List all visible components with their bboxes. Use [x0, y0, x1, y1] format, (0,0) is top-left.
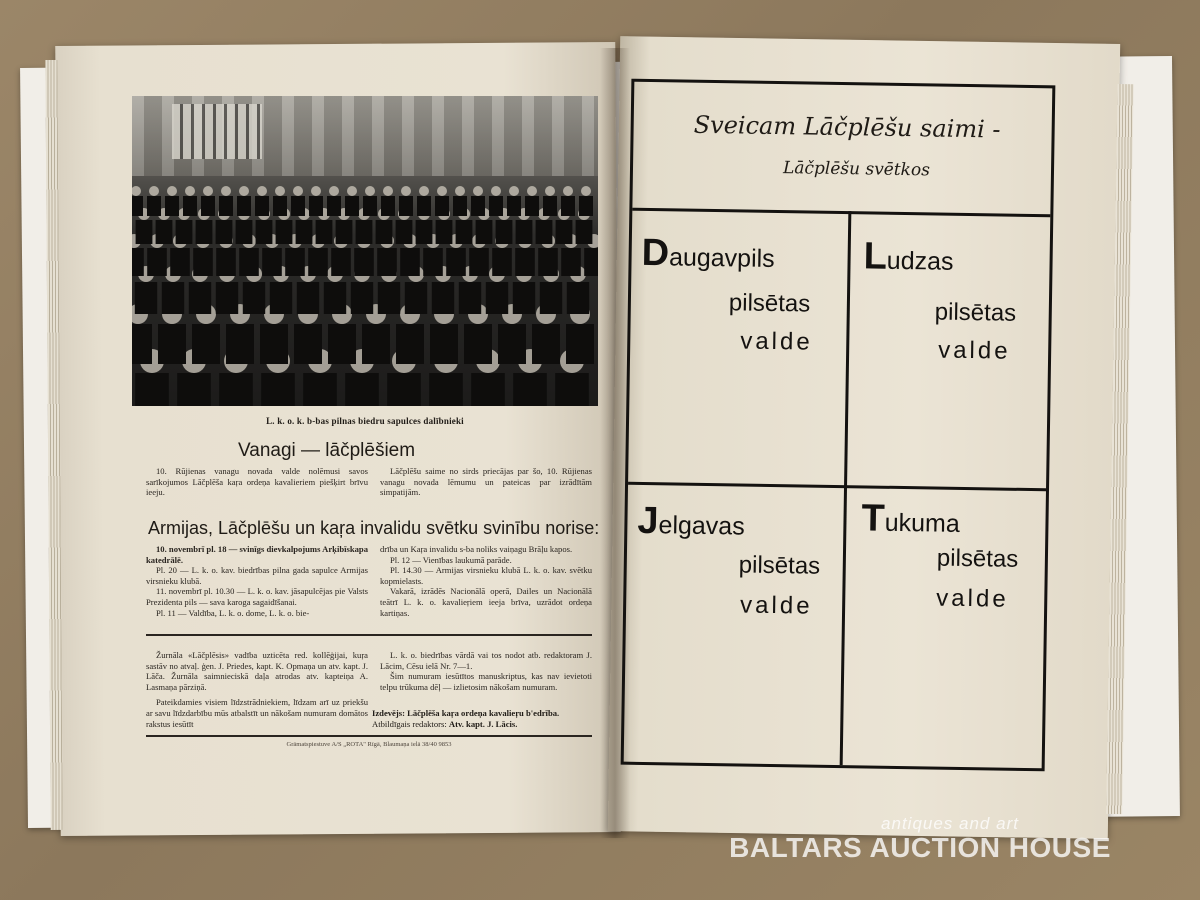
crowd-figure-body	[331, 248, 351, 276]
watermark-tagline: antiques and art	[881, 814, 1019, 833]
cell-name	[861, 497, 960, 542]
crowd-figure-body	[216, 248, 236, 276]
crowd-figure-body	[576, 220, 593, 244]
crowd-figure-head	[581, 186, 591, 196]
crowd-figure-head	[293, 186, 303, 196]
crowd-figure-body	[416, 220, 433, 244]
crowd-figure-body	[162, 282, 184, 314]
crowd-figure-body	[285, 248, 305, 276]
crowd-figure-body	[336, 220, 353, 244]
cell-line-2: pilsētas	[728, 289, 811, 318]
crowd-figure-body	[362, 324, 390, 364]
greeting-frame	[621, 79, 1056, 772]
crowd-figure-head	[185, 186, 195, 196]
crowd-figure-body	[459, 282, 481, 314]
crowd-figure-head	[203, 186, 213, 196]
article-vanagi-col1	[146, 466, 368, 498]
crowd-figure-head	[132, 186, 141, 196]
crowd-figure-body	[453, 196, 467, 216]
crowd-figure-body	[498, 324, 526, 364]
crowd-figure-body	[423, 248, 443, 276]
crowd-figure-body	[396, 220, 413, 244]
crowd-figure-body	[189, 282, 211, 314]
paragraph: Žurnāla «Lāčplēsis» vadība uzticēta red. kollēģijai, kuŗa sastāv no atvaļ. ģen. J. Priedes, kapt. K. Opmaņa un atv. kapt. J. Lāča. Žurnāla saimnieciskā daļa atrodas atv. kapteiņa A. Lasmaņa pārziņā.	[146, 650, 368, 692]
crowd-figure-body	[476, 220, 493, 244]
crowd-figure-body	[309, 196, 323, 216]
crowd-figure-body	[555, 373, 589, 406]
crowd-figure-head	[221, 186, 231, 196]
crowd-figure-body	[177, 373, 211, 406]
crowd-figure-body	[237, 196, 251, 216]
crowd-figure-body	[132, 196, 143, 216]
crowd-figure-body	[532, 324, 560, 364]
crowd-figure-body	[516, 220, 533, 244]
crowd-figure-head	[275, 186, 285, 196]
crowd-figure-head	[491, 186, 501, 196]
crowd-figure-body	[432, 282, 454, 314]
greeting-line-2: Lāčplēšu svētkos	[782, 158, 931, 181]
crowd-figure-body	[324, 282, 346, 314]
paragraph: Pateikdamies visiem līdzstrādniekiem, līdzam arī uz priekšu ar savu līdzdarbību mūs atbalstīt un nākošam numuram domātos rakstus iesūtīt	[146, 697, 368, 729]
watermark-brand: BALTARS AUCTION HOUSE	[729, 832, 1111, 863]
crowd-figure-body	[378, 282, 400, 314]
crowd-figure-body	[561, 248, 581, 276]
cell-line-2: pilsētas	[936, 544, 1019, 573]
name-rest: udzas	[886, 246, 954, 276]
crowd-figure-body	[536, 220, 553, 244]
paragraph: 10. novembrī pl. 18 — svinīgs dievkalpojums Arķibīskapa katedrālē.	[146, 544, 368, 565]
publisher-label: Izdevējs:	[372, 708, 405, 718]
crowd-figure-body	[566, 324, 594, 364]
crowd-figure-head	[473, 186, 483, 196]
crowd-figure-body	[256, 220, 273, 244]
crowd-figure-body	[363, 196, 377, 216]
crowd-figure-body	[496, 220, 513, 244]
crowd-figure-body	[327, 196, 341, 216]
article-title-program: Armijas, Lāčplēšu un kaŗa invalidu svētku svinību norise:	[148, 518, 600, 538]
crowd-figure-body	[377, 248, 397, 276]
crowd-figure-body	[464, 324, 492, 364]
crowd-figure-body	[270, 282, 292, 314]
crowd-figure-body	[492, 248, 512, 276]
paragraph: Pl. 14.30 — Armijas virsnieku klubā L. k. o. kav. svētku kopmielasts.	[380, 565, 592, 586]
crowd-figure-body	[165, 196, 179, 216]
group-photo	[132, 96, 598, 406]
crowd-figure-body	[456, 220, 473, 244]
crowd-figure-body	[201, 196, 215, 216]
crowd-figure-body	[399, 196, 413, 216]
crowd-figure-body	[471, 373, 505, 406]
crowd-figure-body	[515, 248, 535, 276]
crowd-figure-head	[383, 186, 393, 196]
crowd-figure-body	[436, 220, 453, 244]
crowd-figure-head	[239, 186, 249, 196]
crowd-figure-body	[387, 373, 421, 406]
name-rest: augavpils	[668, 243, 775, 273]
photo-caption: L. k. o. k. b-bas pilnas biedru sapulces dalībnieki	[266, 416, 464, 426]
paragraph: Pl. 11 — Valdība, L. k. o. dome, L. k. o. bie-	[156, 607, 310, 618]
crowd-figure-body	[507, 196, 521, 216]
crowd-figure-body	[176, 220, 193, 244]
crowd-figure-body	[158, 324, 186, 364]
crowd-figure-body	[446, 248, 466, 276]
grid-horizontal-line	[628, 482, 1046, 492]
paragraph: Pl. 20 — L. k. o. kav. biedrības pilna gada sapulce Armijas virsnieku klubā.	[146, 565, 368, 586]
crowd-figure-body	[579, 196, 593, 216]
crowd-figure-body	[260, 324, 288, 364]
crowd-figure-body	[297, 282, 319, 314]
crowd-figure-head	[365, 186, 375, 196]
initial: D	[641, 231, 670, 275]
editor-name: Atv. kapt. J. Lācis.	[448, 719, 518, 729]
crowd-figure-body	[262, 248, 282, 276]
printer-line: Grāmatspiestuve A/S „ROTA" Rīgā, Blaumaņa ielā 38/40 9853	[286, 741, 452, 748]
divider	[146, 634, 592, 636]
crowd-figure-body	[273, 196, 287, 216]
crowd-figure-body	[525, 196, 539, 216]
crowd-figure-head	[509, 186, 519, 196]
crowd-figure-body	[135, 282, 157, 314]
initial: J	[637, 499, 659, 543]
divider	[146, 735, 592, 737]
cell-name	[641, 232, 775, 277]
crowd-figure-body	[513, 373, 547, 406]
crowd-figure-body	[584, 248, 598, 276]
crowd-figure-body	[308, 248, 328, 276]
name-rest: elgavas	[658, 511, 745, 541]
crowd-figure-body	[219, 196, 233, 216]
paragraph: Šim numuram iesūtītos manuskriptus, kas nav ievietoti telpu trūkuma dēļ — izlietosim nākošam numuram.	[380, 671, 592, 692]
crowd-figure-body	[276, 220, 293, 244]
paragraph: drība un Kaŗa invalidu s-ba noliks vaiņagu Brāļu kapos.	[380, 544, 573, 554]
crowd-figure-body	[136, 220, 153, 244]
crowd-figure-head	[437, 186, 447, 196]
crowd-figure-body	[417, 196, 431, 216]
crowd-figure-body	[132, 324, 152, 364]
crowd-figure-body	[243, 282, 265, 314]
crowd-figure-head	[419, 186, 429, 196]
crowd-figure-head	[347, 186, 357, 196]
cell-line-3: valde	[739, 591, 813, 620]
crowd-figure-body	[354, 248, 374, 276]
paragraph: 10. Rūjienas vanagu novada valde nolēmusi savos sarīkojumos Lāčplēša kaŗa ordeņa kavalieriem piešķirt brīvu ieeju.	[146, 466, 368, 498]
crowd-figure-body	[540, 282, 562, 314]
crowd-figure-body	[216, 220, 233, 244]
article-vanagi-col2	[380, 466, 592, 498]
crowd-figure-body	[216, 282, 238, 314]
initial: T	[861, 497, 886, 540]
crowd-figure-body	[219, 373, 253, 406]
crowd-figure-body	[296, 220, 313, 244]
paragraph: Lāčplēšu saime no sirds priecājas par šo, 10. Rūjienas vanagu novada lēmumu un pateicas par izrādītām simpatijām.	[380, 466, 592, 498]
cell-line-2: pilsētas	[738, 551, 821, 580]
crowd-figure-body	[345, 196, 359, 216]
crowd-illustration	[132, 96, 598, 406]
publisher-block	[372, 708, 592, 730]
crowd-figure-body	[405, 282, 427, 314]
crowd-figure-body	[561, 196, 575, 216]
cell-line-3: valde	[740, 327, 813, 356]
notice-col2	[380, 650, 592, 692]
crowd-figure-head	[401, 186, 411, 196]
crowd-figure-body	[328, 324, 356, 364]
crowd-figure-body	[486, 282, 508, 314]
crowd-figure-body	[255, 196, 269, 216]
publisher-name: Lāčplēša kaŗa ordeņa kavalieŗu b'edrība.	[407, 708, 560, 718]
crowd-figure-body	[193, 248, 213, 276]
crowd-figure-head	[563, 186, 573, 196]
name-rest: ukuma	[884, 508, 960, 538]
cell-name	[863, 235, 954, 279]
paragraph: Vakarā, izrādēs Nacionālā operā, Dailes un Nacionālā teātrī L. k. o. kavalieŗiem ieeja brīva, uzrādot ordeņa kartiņas.	[380, 586, 592, 618]
crowd-figure-body	[489, 196, 503, 216]
crowd-figure-body	[381, 196, 395, 216]
crowd-figure-body	[435, 196, 449, 216]
crowd-figure-head	[167, 186, 177, 196]
crowd-figure-body	[147, 196, 161, 216]
crowd-figure-head	[149, 186, 159, 196]
crowd-figure-body	[236, 220, 253, 244]
crowd-figure-body	[303, 373, 337, 406]
notice-col1	[146, 650, 368, 729]
crowd-figure-body	[196, 220, 213, 244]
crowd-figure-body	[469, 248, 489, 276]
crowd-figure-head	[455, 186, 465, 196]
article-title-vanagi: Vanagi — lāčplēšiem	[238, 440, 416, 461]
crowd-figure-body	[156, 220, 173, 244]
paragraph: L. k. o. biedrības vārdā vai tos nodot atb. redaktoram J. Lācim, Cēsu ielā Nr. 7—1.	[380, 650, 592, 671]
crowd-figure-body	[135, 373, 169, 406]
cell-line-3: valde	[936, 584, 1009, 613]
crowd-figure-body	[170, 248, 190, 276]
crowd-figure-body	[400, 248, 420, 276]
crowd-figure-body	[226, 324, 254, 364]
crowd-figure-body	[294, 324, 322, 364]
crowd-figure-head	[329, 186, 339, 196]
crowd-figure-body	[356, 220, 373, 244]
crowd-figure-body	[396, 324, 424, 364]
crowd-figure-body	[316, 220, 333, 244]
crowd-figure-head	[311, 186, 321, 196]
crowd-figure-body	[376, 220, 393, 244]
crowd-figure-body	[430, 324, 458, 364]
crowd-figure-head	[527, 186, 537, 196]
paragraph: 11. novembrī pl. 10.30 — L. k. o. kav. jāsapulcējas pie Valsts Prezidenta pils — sava karoga sagaidīšanai.	[146, 586, 368, 607]
crowd-figure-head	[257, 186, 267, 196]
cell-name	[637, 500, 745, 545]
initial: L	[863, 235, 888, 278]
crowd-figure-body	[556, 220, 573, 244]
crowd-figure-body	[147, 248, 167, 276]
cell-line-3: valde	[937, 336, 1011, 365]
editor-label: Atbildīgais redaktors:	[372, 719, 447, 729]
crowd-figure-body	[132, 248, 144, 276]
crowd-figure-body	[183, 196, 197, 216]
cell-line-2: pilsētas	[934, 298, 1017, 327]
crowd-figure-body	[351, 282, 373, 314]
crowd-figure-body	[261, 373, 295, 406]
crowd-figure-body	[538, 248, 558, 276]
crowd-figure-body	[291, 196, 305, 216]
program-col1	[146, 544, 368, 618]
crowd-figure-body	[543, 196, 557, 216]
crowd-figure-body	[513, 282, 535, 314]
crowd-figure-body	[239, 248, 259, 276]
crowd-figure-body	[429, 373, 463, 406]
greeting-line-1: Sveicam Lāčplēšu saimi -	[693, 110, 1001, 144]
crowd-figure-body	[471, 196, 485, 216]
crowd-figure-body	[567, 282, 589, 314]
crowd-figure-body	[345, 373, 379, 406]
crowd-figure-head	[545, 186, 555, 196]
paragraph: Pl. 12 — Vienības laukumā parāde.	[390, 554, 512, 565]
auction-watermark	[720, 814, 1120, 864]
greeting-header	[632, 82, 1052, 218]
program-col2	[380, 544, 592, 618]
crowd-figure-body	[192, 324, 220, 364]
